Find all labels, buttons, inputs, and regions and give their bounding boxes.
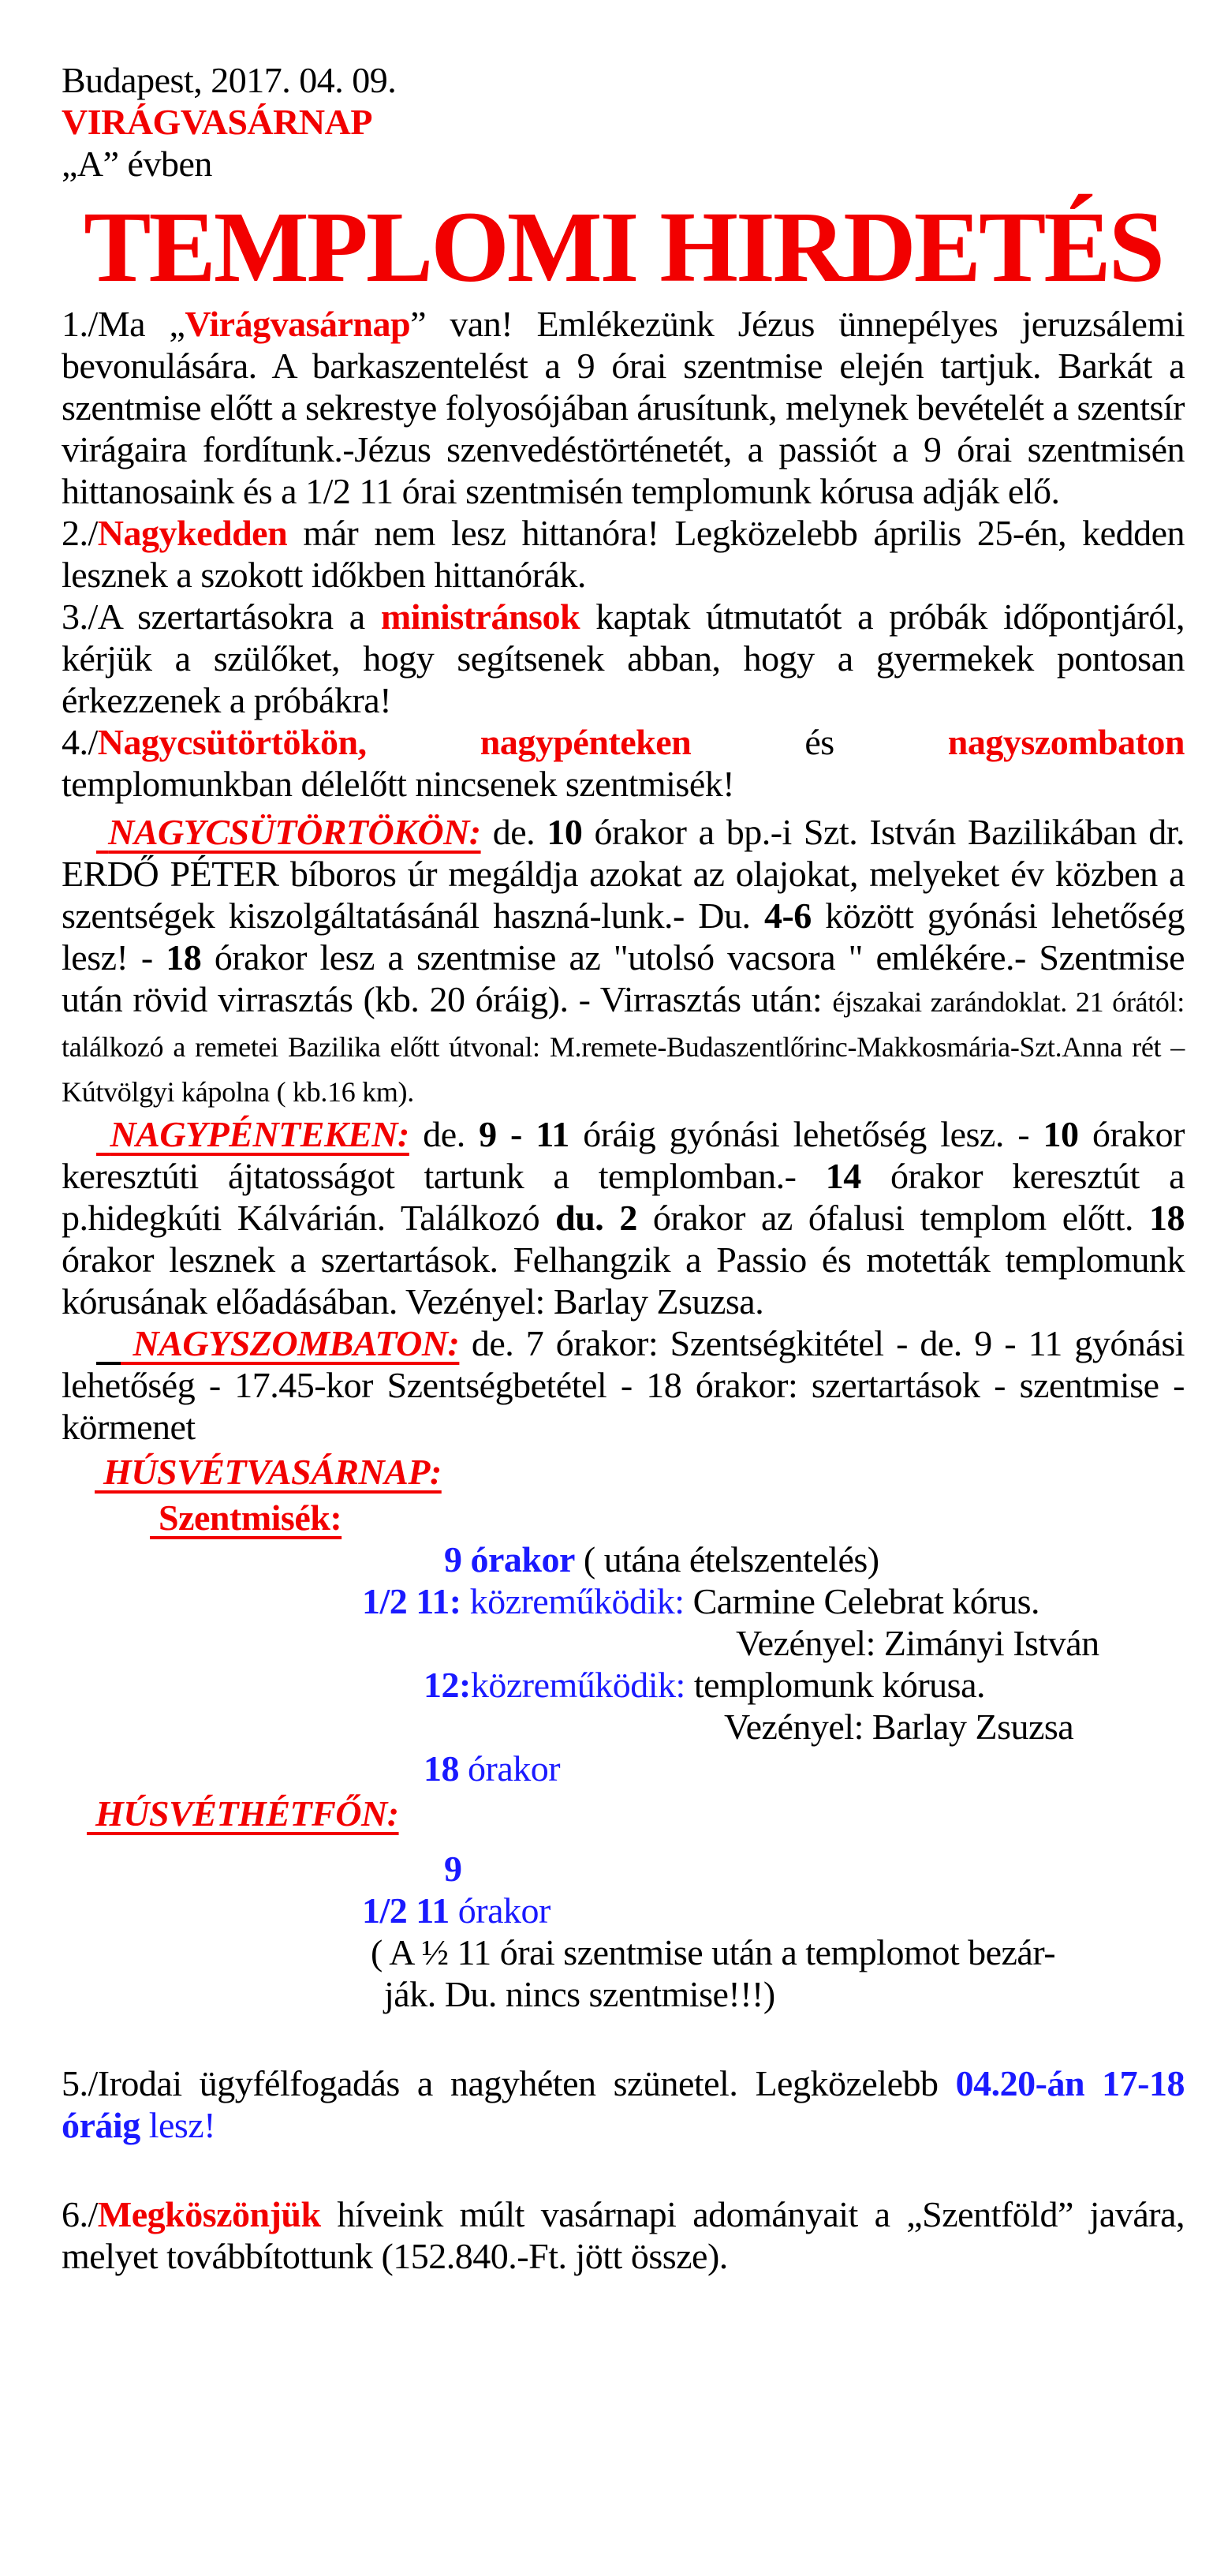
heading-nagycsutortokon: NAGYCSÜTÖRTÖKÖN:	[108, 812, 481, 852]
announcement-4-line-2: templomunkban délelőtt nincsenek szentmisék!	[62, 764, 735, 804]
text-run	[367, 722, 480, 762]
text-run: órakor keresztúti ájtatosságot tartunk a templomban.-	[62, 1114, 1185, 1196]
announcement-5	[62, 2062, 1185, 2146]
mass-time-1030: 1/2 11	[362, 1890, 450, 1931]
text-run: ” van! Emlékezünk Jézus ünnepélyes jeruzsálemi bevonulására. A barkaszentelést a 9 órai szentmise elején tartjuk. Barkát a szentmise előtt a sekrestye folyosójában árusítunk, melynek bevételét a szentsír virágaira fordítunk.-Jézus szenvedéstörténetét, a passiót a 9 órai szentmisén hittanosaink és a 1/2 11 órai szentmisén templomunk kórusa adják elő.	[62, 304, 1185, 511]
text-run: kaptak útmutatót a próbák időpontjáról, kérjük a szülőket, hogy segítsenek abban, hogy a gyermekek pontosan érkezzenek a próbákra!	[62, 596, 1185, 720]
easter-monday-heading-line	[87, 1789, 1185, 1838]
highlight-ministransok: ministránsok	[380, 596, 580, 637]
mass-1030-line	[362, 1580, 1185, 1622]
text-run: 2./	[62, 513, 98, 553]
text-run: órakor keresztút a p.hidegkúti Kálvárián. Találkozó	[62, 1156, 1185, 1238]
contributor-label: közreműködik:	[461, 1581, 685, 1621]
text-run: lesz!	[140, 2105, 216, 2145]
text-run: órakor lesz a szentmise az "utolsó vacsora " emlékére.- Szentmise után rövid virrasztás (kb. 20 óráig). - Virrasztás után:	[62, 937, 1185, 1019]
text-run: között gyónási lehetőség lesz! -	[62, 895, 1185, 978]
monday-mass-1030-line	[362, 1890, 1185, 1931]
highlight-nagypenteken: nagypénteken	[480, 722, 692, 762]
text-run: templomunk kórusa.	[685, 1665, 986, 1705]
text-run: 5./Irodai ügyfélfogadás a nagyhéten szünetel. Legközelebb	[62, 2063, 956, 2103]
time-4-6: 4-6	[763, 895, 812, 936]
highlight-nagycsutortokon: Nagycsütörtökön,	[97, 722, 367, 762]
underline-mark	[96, 1323, 121, 1363]
text-run: 1./Ma „	[62, 304, 185, 344]
text-run: órakor	[449, 1890, 551, 1931]
holy-saturday-paragraph	[62, 1322, 1185, 1448]
monday-note-line-2: ják. Du. nincs szentmise!!!)	[384, 1974, 775, 2014]
announcement-2	[62, 512, 1185, 596]
highlight-nagyszombaton: nagyszombaton	[947, 722, 1185, 762]
good-friday-paragraph	[62, 1113, 1185, 1322]
text-run: 3./A szertartásokra a	[62, 596, 381, 637]
time-10: 10	[1043, 1114, 1079, 1154]
text-run: ( utána ételszentelés)	[574, 1539, 879, 1580]
heading-nagypenteken: NAGYPÉNTEKEN:	[110, 1114, 409, 1154]
mass-time-12: 12:	[424, 1665, 471, 1705]
mass-9-line	[444, 1538, 1185, 1580]
highlight-virágvasárnap: Virágvasárnap	[185, 304, 411, 344]
easter-sunday-heading-line	[95, 1448, 1185, 1497]
text-run: de.	[480, 812, 547, 852]
text-run: és	[691, 722, 948, 762]
text-run: órakor a bp.-i Szt. István Bazilikában dr. ERDŐ PÉTER bíboros úr megáldja azokat az olajokat, melyeket év közben a szentségek kiszolgáltatásánál haszná-lunk.- Du.	[62, 812, 1185, 936]
conductor-line-2: Vezényel: Barlay Zsuzsa	[724, 1707, 1074, 1747]
contributor-label: közreműködik:	[470, 1665, 685, 1705]
page-title: TEMPLOMI HIRDETÉS	[84, 191, 1163, 303]
text-run: 6./	[62, 2194, 98, 2234]
announcement-3	[62, 596, 1185, 721]
date-line: Budapest, 2017. 04. 09.	[62, 60, 397, 100]
conductor-line-1: Vezényel: Zimányi István	[736, 1623, 1099, 1663]
mass-time-9: 9	[444, 1849, 462, 1889]
announcement-1	[62, 303, 1185, 512]
text-run: óráig gyónási lehetőség lesz. -	[569, 1114, 1043, 1154]
time-du-2: du. 2	[555, 1198, 637, 1238]
announcement-6	[62, 2193, 1185, 2277]
announcement-4-line-1	[62, 721, 1185, 763]
text-run: órakor	[459, 1748, 561, 1789]
liturgical-year-line: „A” évben	[62, 144, 212, 184]
pilgrimage-note: éjszakai zarándoklat. 21 órától: találkozó a remetei Bazilika előtt útvonal: M.remete-Budaszentlőrinc-Makkosmária-Szt.Anna rét – Kútvölgyi kápolna ( kb.16 km).	[62, 986, 1185, 1108]
mass-time-18: 18	[424, 1748, 459, 1789]
masses-label-line	[150, 1497, 1185, 1538]
time-18: 18	[166, 937, 202, 978]
mass-time-1030: 1/2 11:	[362, 1581, 461, 1621]
monday-mass-9-line	[444, 1848, 1185, 1890]
highlight-megkoszonjuk: Megköszönjük	[97, 2194, 321, 2234]
occasion-line: VIRÁGVASÁRNAP	[62, 102, 372, 142]
heading-husvetvasarnap: HÚSVÉTVASÁRNAP:	[103, 1452, 442, 1492]
text-run: híveink múlt vasárnapi adományait a „Szentföld” javára, melyet továbbítottunk (152.840.-Ft. jött össze).	[62, 2194, 1185, 2276]
text-run: 4./	[62, 722, 98, 762]
mass-18-line	[424, 1748, 1185, 1789]
text-run: már nem lesz hittanóra! Legközelebb április 25-én, kedden lesznek a szokott időkben hittanórák.	[62, 513, 1185, 595]
monday-note-line-1: ( A ½ 11 órai szentmise után a templomot bezár-	[371, 1932, 1056, 1972]
time-18: 18	[1149, 1198, 1185, 1238]
text-run: Carmine Celebrat kórus.	[684, 1581, 1039, 1621]
mass-time-9: 9 órakor	[444, 1539, 575, 1580]
heading-szentmisek: Szentmisék:	[159, 1497, 342, 1538]
text-run: órakor lesznek a szertartások. Felhangzik a Passio és motetták templomunk kórusának előadásában. Vezényel: Barlay Zsuzsa.	[62, 1239, 1185, 1322]
highlight-nagykedden: Nagykedden	[97, 513, 288, 553]
heading-nagyszombaton: NAGYSZOMBATON:	[132, 1323, 460, 1363]
text-run: de.	[409, 1114, 480, 1154]
maundy-thursday-paragraph	[62, 811, 1185, 1113]
text-run: órakor az ófalusi templom előtt.	[636, 1198, 1149, 1238]
office-hours-date: 04.20-án 17-18 óráig	[62, 2063, 1185, 2145]
mass-12-line	[424, 1664, 1185, 1706]
time-9-11: 9 - 11	[479, 1114, 569, 1154]
time-10: 10	[547, 812, 583, 852]
text-run: de. 7 órakor: Szentségkitétel - de. 9 - 11 gyónási lehetőség - 17.45-kor Szentségbetétel - 18 órakor: szertartások - szentmise - körmenet	[62, 1323, 1185, 1447]
heading-husvethetfon: HÚSVÉTHÉTFŐN:	[95, 1793, 399, 1834]
time-14: 14	[825, 1156, 861, 1196]
